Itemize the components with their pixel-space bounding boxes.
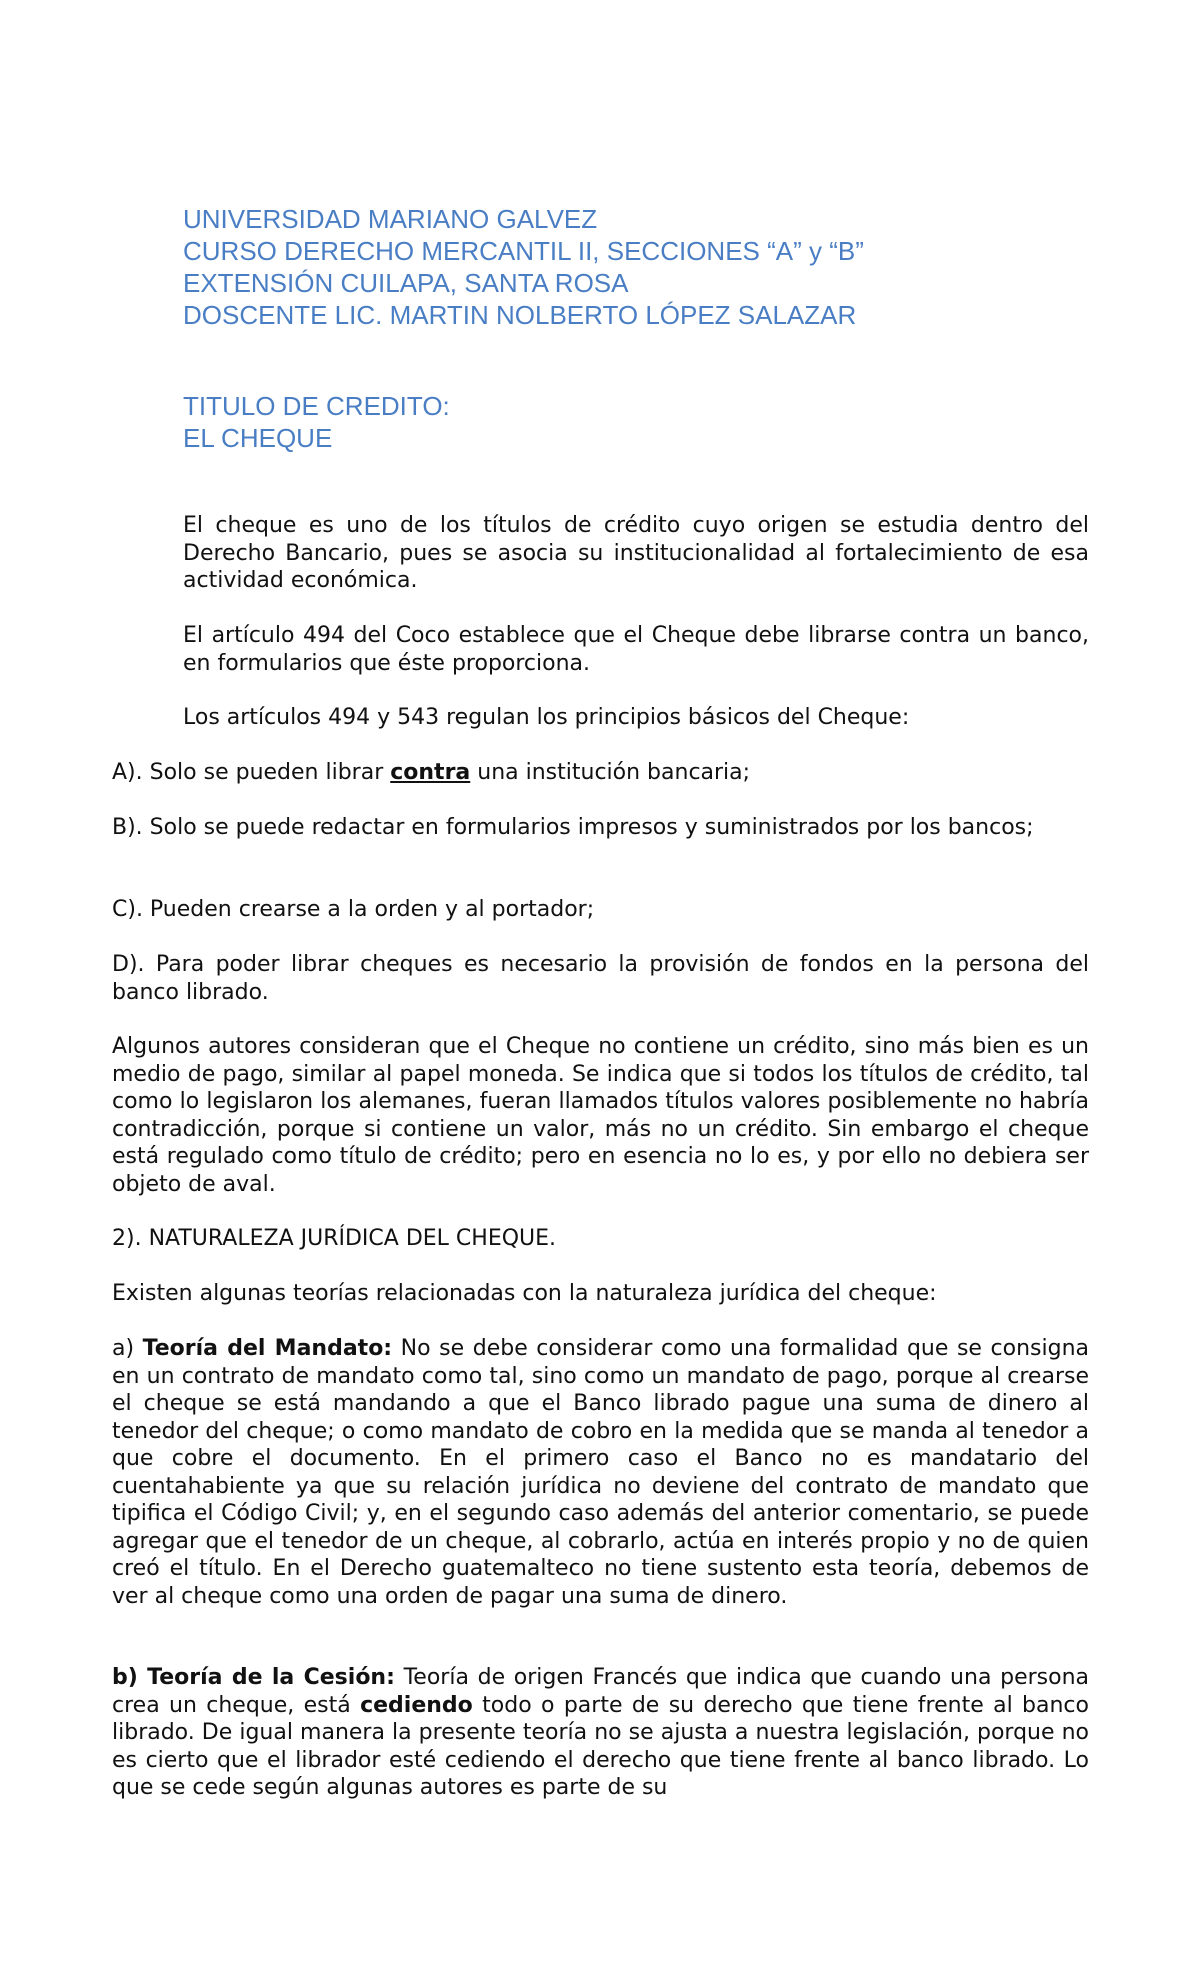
paragraph-intro: El cheque es uno de los títulos de crédito cuyo origen se estudia dentro del Derecho Bancario, pues se asocia su institucionalidad al fortalecimiento de esa actividad económica. [183,513,1089,593]
theory-cesion-text-1: Teoría de origen Francés que indica que cuando una persona crea un cheque, está [112,1665,1090,1718]
course-name: CURSO DERECHO MERCANTIL II, SECCIONES “A” y “B” [183,236,864,266]
paragraph-authors: Algunos autores consideran que el Cheque no contiene un crédito, sino más bien es un medio de pago, similar al papel moneda. Se indica que si todos los títulos de crédito, tal como lo legislaron los alemanes, fueran llamados títulos valores posiblemente no habría contradicción, porque si contiene un valor, más no un crédito. Sin embargo el cheque está regulado como título de crédito; pero en esencia no lo es, y por ello no debiera ser objeto de aval. [112,1034,1089,1197]
instructor-name: DOSCENTE LIC. MARTIN NOLBERTO LÓPEZ SALAZAR [183,300,857,330]
theory-cesion-heading: b) Teoría de la Cesión: [112,1665,395,1690]
theory-mandato [112,1335,1089,1610]
paragraph-theories-intro: Existen algunas teorías relacionadas con la naturaleza jurídica del cheque: [112,1281,937,1306]
section-heading-naturaleza: 2). NATURALEZA JURÍDICA DEL CHEQUE. [112,1226,557,1251]
principle-b: B). Solo se puede redactar en formularios impresos y suministrados por los bancos; [112,815,1034,840]
theory-cesion-emphasis: cediendo [360,1692,473,1718]
principle-a [112,759,1089,787]
theory-mandato-text: No se debe considerar como una formalidad que se consigna en un contrato de mandato como tal, sino como un mandato de pago, porque al crearse el cheque se está mandando a que el Banco librado pague una suma de dinero al tenedor del cheque; o como mandato de cobro en la medida que se manda al tenedor a que cobre el documento. En el primero caso el Banco no es mandatario del cuentahabiente ya que su relación jurídica no deviene del contrato de mandato que tipifica el Código Civil; y, en el segundo caso además del anterior comentario, se puede agregar que el tenedor de un cheque, al cobrarlo, actúa en interés propio y no de quien creó el título. En el Derecho guatemalteco no tiene sustento esta teoría, debemos de ver al cheque como una orden de pagar una suma de dinero. [112,1336,1089,1609]
principle-a-suffix: una institución bancaria; [470,760,751,785]
theory-mandato-heading: Teoría del Mandato: [142,1336,393,1361]
paragraph-principles-intro: Los artículos 494 y 543 regulan los principios básicos del Cheque: [183,705,910,730]
paragraph-article-494: El artículo 494 del Coco establece que el Cheque debe librarse contra un banco, en formularios que éste proporciona. [183,623,1089,676]
theory-cesion-text-2: todo o parte de su derecho que tiene frente al banco librado. De igual manera la presente teoría no se ajusta a nuestra legislación, porque no es cierto que el librador esté cediendo el derecho que tiene frente al banco librado. Lo que se cede según algunas autores es parte de su [112,1692,1089,1800]
theory-cesion [112,1664,1089,1802]
document-header [183,203,1083,331]
principle-c: C). Pueden crearse a la orden y al portador; [112,897,595,922]
document-title [183,390,1083,454]
principle-d: D). Para poder librar cheques es necesario la provisión de fondos en la persona del banco librado. [112,952,1089,1005]
title-line-1: TITULO DE CREDITO: [183,391,450,421]
theory-mandato-prefix: a) [112,1336,143,1361]
principle-a-prefix: A). Solo se pueden librar [112,760,391,785]
principle-a-emphasis: contra [390,760,471,785]
extension-name: EXTENSIÓN CUILAPA, SANTA ROSA [183,268,629,298]
university-name: UNIVERSIDAD MARIANO GALVEZ [183,204,598,234]
title-line-2: EL CHEQUE [183,423,333,453]
